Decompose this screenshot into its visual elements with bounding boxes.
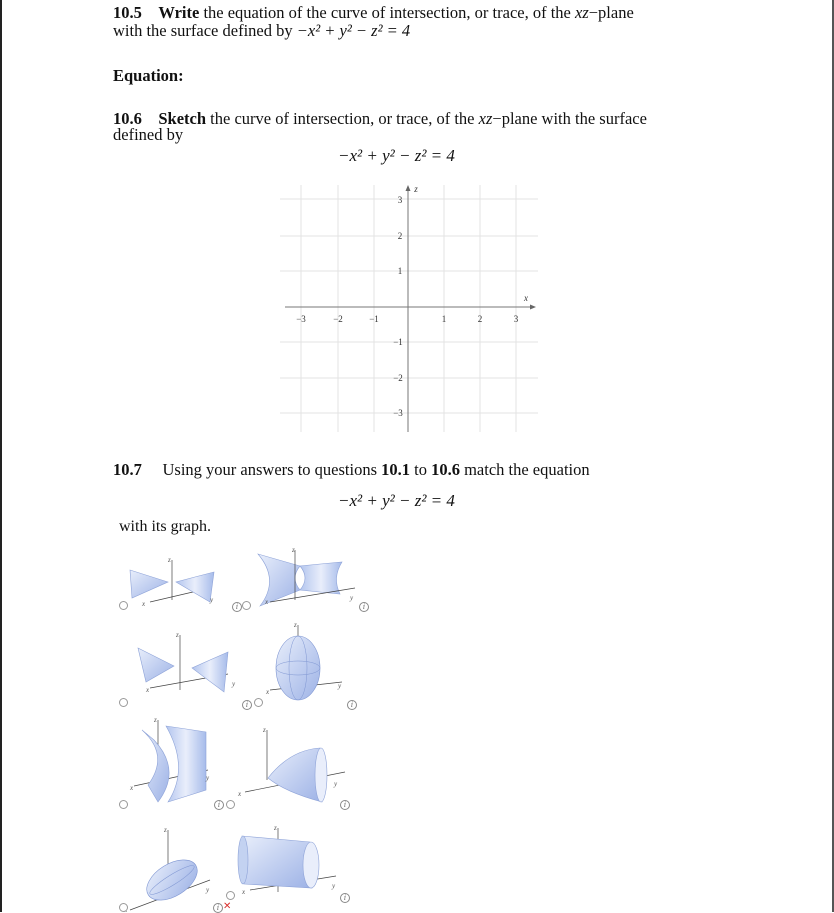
svg-text:y: y xyxy=(338,682,342,690)
z-tick: 3 xyxy=(397,195,403,205)
svg-text:x: x xyxy=(142,600,146,608)
wrong-answer-icon: ✕ xyxy=(223,901,232,912)
option-7-info-icon[interactable]: i xyxy=(213,903,223,913)
option-5-radio[interactable] xyxy=(119,800,128,809)
svg-text:x: x xyxy=(146,686,150,694)
svg-text:z: z xyxy=(168,556,171,564)
z-tick: 1 xyxy=(397,266,403,276)
q105-number: 10.5 xyxy=(113,3,142,22)
z-tick: 2 xyxy=(397,231,403,241)
z-axis-arrow xyxy=(406,185,411,191)
option-1-radio[interactable] xyxy=(119,601,128,610)
q106-line2: defined by xyxy=(113,125,184,144)
z-tick: −3 xyxy=(393,408,403,418)
x-tick: −2 xyxy=(333,314,343,324)
equation-answer-label: Equation: xyxy=(113,66,184,85)
q106-line1 xyxy=(113,110,647,127)
z-tick: −2 xyxy=(393,373,403,383)
q105-lead: Write xyxy=(158,3,200,22)
option-4-radio[interactable] xyxy=(254,698,263,707)
option-5-info-icon[interactable]: i xyxy=(214,800,224,810)
svg-text:z: z xyxy=(274,824,277,832)
q106-number: 10.6 xyxy=(113,109,142,128)
svg-text:z: z xyxy=(292,546,295,554)
option-3-radio[interactable] xyxy=(119,698,128,707)
q106-equation: −x² + y² − z² = 4 xyxy=(338,146,455,165)
x-axis-arrow xyxy=(530,305,536,310)
q107-text-after: match the equation xyxy=(464,460,590,479)
option-8-graph[interactable] xyxy=(238,824,336,896)
svg-text:y: y xyxy=(332,882,336,890)
option-1-info-icon[interactable]: i xyxy=(232,602,242,612)
option-6-radio[interactable] xyxy=(226,800,235,809)
x-tick: 3 xyxy=(513,314,519,324)
graph-options xyxy=(110,540,380,912)
option-3-graph[interactable] xyxy=(138,631,236,694)
option-3-info-icon[interactable]: i xyxy=(242,700,252,710)
svg-text:x: x xyxy=(130,784,134,792)
option-2-info-icon[interactable]: i xyxy=(359,602,369,612)
svg-text:y: y xyxy=(210,596,214,604)
q105-text2: with the surface defined by xyxy=(113,21,293,40)
option-1-graph[interactable] xyxy=(130,556,214,608)
z-tick: −1 xyxy=(393,337,403,347)
svg-text:y: y xyxy=(350,594,354,602)
svg-text:z: z xyxy=(164,826,167,834)
svg-text:x: x xyxy=(266,688,270,696)
option-6-graph[interactable] xyxy=(237,726,345,802)
svg-text:y: y xyxy=(206,886,210,894)
q107-ref2: 10.6 xyxy=(431,460,460,479)
option-5-graph[interactable] xyxy=(129,716,210,802)
option-8-radio[interactable] xyxy=(226,891,235,900)
q105-line1 xyxy=(113,4,634,21)
q106-text1: the curve of intersection, or trace, of the xyxy=(210,109,475,128)
q107-text-mid: to xyxy=(414,460,427,479)
q105-equation: −x² + y² − z² = 4 xyxy=(296,21,411,40)
x-axis-label: x xyxy=(524,293,528,303)
svg-text:x: x xyxy=(265,598,269,606)
svg-text:y: y xyxy=(206,774,210,782)
q105-text1: the equation of the curve of intersection, or trace, of the xyxy=(203,3,571,22)
q106-lead: Sketch xyxy=(158,109,207,128)
svg-text:z: z xyxy=(263,726,266,734)
with-its-graph-text: with its graph. xyxy=(119,518,211,535)
svg-text:z: z xyxy=(294,621,297,629)
option-7-graph[interactable] xyxy=(123,826,210,912)
option-6-info-icon[interactable]: i xyxy=(340,800,350,810)
option-2-graph[interactable] xyxy=(258,546,355,606)
option-8-info-icon[interactable]: i xyxy=(340,893,350,903)
svg-text:y: y xyxy=(334,780,338,788)
q105-plane-suffix: −plane xyxy=(588,3,634,22)
x-tick: −3 xyxy=(296,314,306,324)
q105-line2 xyxy=(113,22,410,39)
q106-plane-var: xz xyxy=(478,109,493,128)
svg-text:y: y xyxy=(232,680,236,688)
x-tick: −1 xyxy=(369,314,379,324)
sketch-grid[interactable] xyxy=(280,180,540,436)
q107-equation: −x² + y² − z² = 4 xyxy=(338,491,455,510)
option-4-graph[interactable] xyxy=(265,621,342,700)
q107-number: 10.7 xyxy=(113,460,142,479)
q107-text-before: Using your answers to questions xyxy=(162,460,377,479)
x-tick: 2 xyxy=(477,314,483,324)
frame-left-border xyxy=(0,0,2,912)
option-7-radio[interactable] xyxy=(119,903,128,912)
option-2-radio[interactable] xyxy=(242,601,251,610)
x-tick: 1 xyxy=(441,314,447,324)
option-4-info-icon[interactable]: i xyxy=(347,700,357,710)
svg-text:z: z xyxy=(154,716,157,724)
svg-text:x: x xyxy=(238,790,242,798)
q105-plane-var: xz xyxy=(575,3,589,22)
svg-text:x: x xyxy=(242,888,246,896)
q107-line1 xyxy=(113,461,590,478)
z-axis-label: z xyxy=(414,184,418,194)
svg-text:z: z xyxy=(176,631,179,639)
q107-ref1: 10.1 xyxy=(381,460,410,479)
q106-plane-suffix: −plane with the surface xyxy=(492,109,647,128)
